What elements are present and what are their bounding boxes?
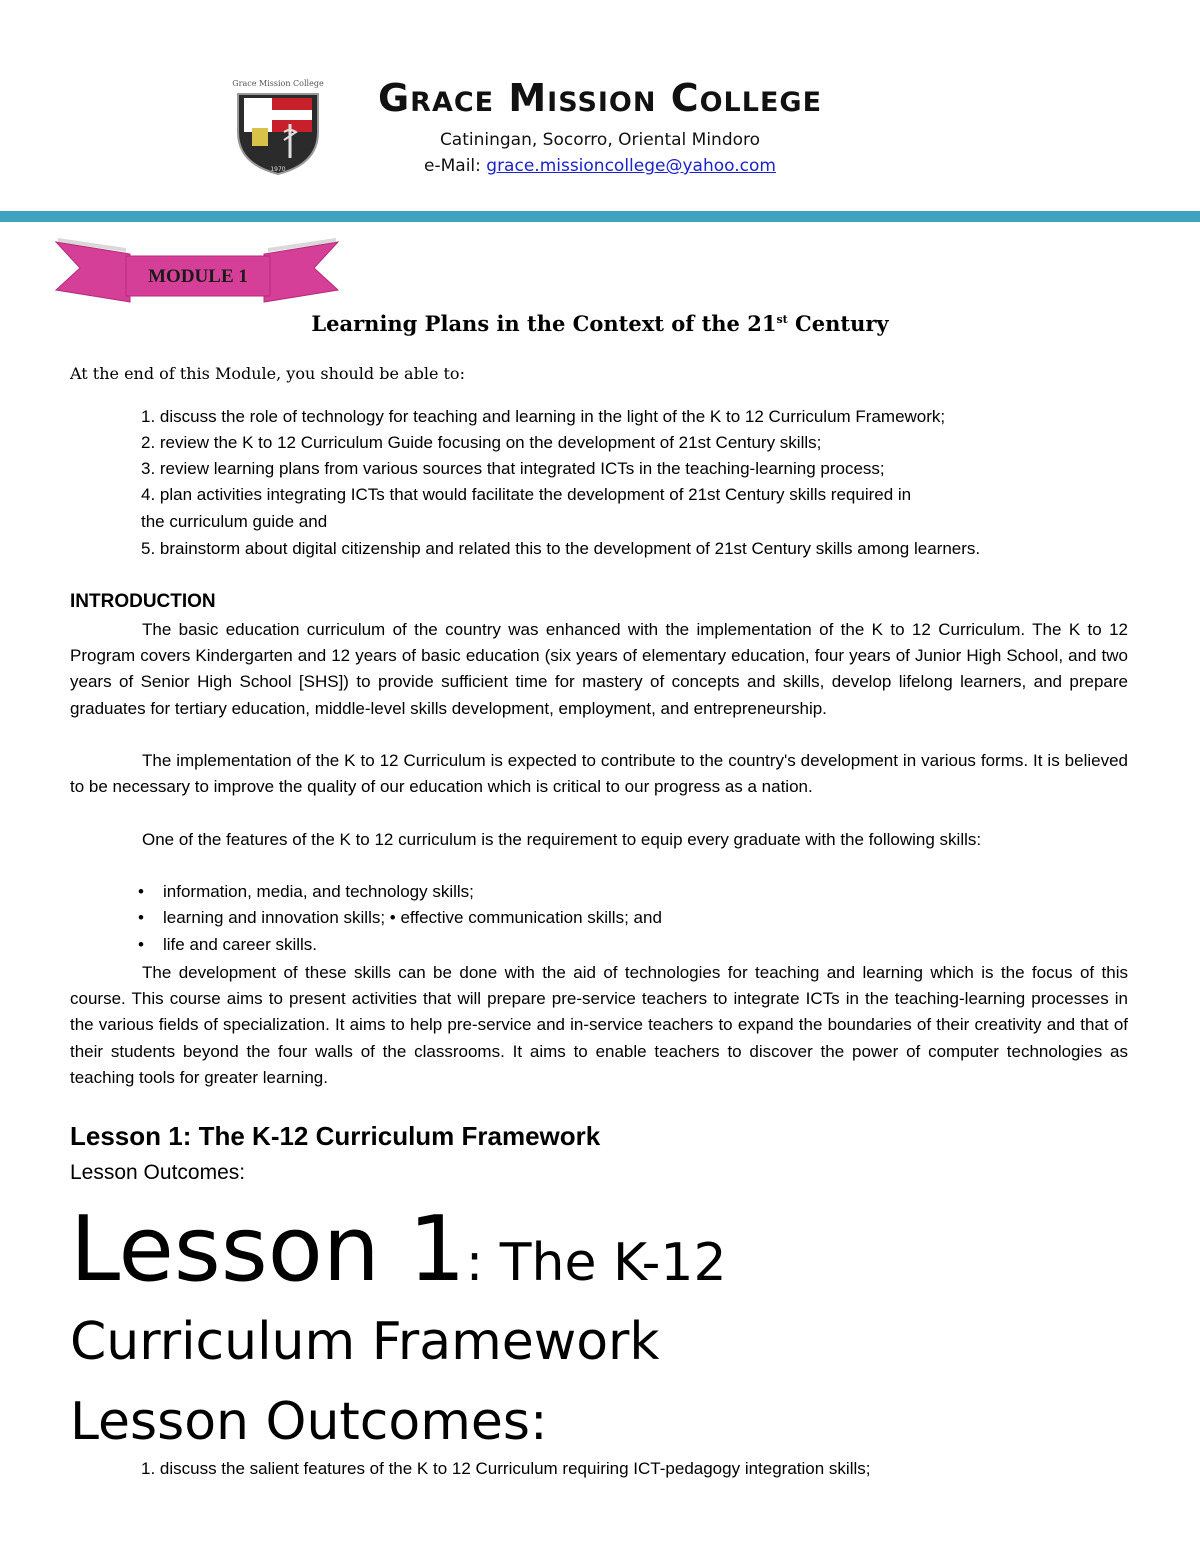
objective-item: 5. brainstorm about digital citizenship and related this to the development of 21st Century skills among learners.	[141, 539, 981, 558]
objective-item: 1. discuss the role of technology for teaching and learning in the light of the K to 12 Curriculum Framework;	[141, 407, 946, 426]
lesson-heading: Lesson 1: The K-12 Curriculum Framework	[70, 1121, 601, 1151]
paragraph-text: The implementation of the K to 12 Curriculum is expected to contribute to the country's development in various forms. It is believed to be necessary to improve the quality of our education which is critical to our progress as a nation.	[70, 751, 1128, 797]
lesson-big-title-line1	[70, 1190, 727, 1323]
paragraph-text: One of the features of the K to 12 curriculum is the requirement to equip every graduate with the following skills:	[142, 830, 982, 849]
intro-paragraph-1	[70, 617, 1128, 722]
skill-bullet: • information, media, and technology skills;	[140, 882, 474, 902]
intro-paragraph-2	[70, 748, 1128, 800]
intro-paragraph-3	[70, 827, 1128, 853]
big-lesson-number: Lesson 1	[70, 1197, 466, 1302]
college-name: Grace Mission College	[377, 76, 823, 120]
email-link[interactable]: grace.missioncollege@yahoo.com	[486, 156, 776, 176]
svg-text:1970: 1970	[270, 166, 286, 173]
college-email-line	[300, 156, 900, 176]
paragraph-text: The development of these skills can be done with the aid of technologies for teaching and learning which is the focus of this course. This course aims to present activities that will prepare pre-service teachers to integrate ICTs in the teaching-learning processes in the various fields of specialization. It aims to help pre-service and in-service teachers to expand the boundaries of their creativity and that of their students beyond the four walls of the classrooms. It aims to enable teachers to discover the power of computer technologies as teaching tools for greater learning.	[70, 963, 1128, 1087]
module-title-end: Century	[787, 311, 889, 336]
lesson-big-outcomes: Lesson Outcomes:	[70, 1392, 548, 1452]
module-label: MODULE 1	[148, 266, 248, 287]
objective-item: 4. plan activities integrating ICTs that would facilitate the development of 21st Century skills required in	[141, 485, 912, 504]
module-intro: At the end of this Module, you should be able to:	[70, 364, 465, 383]
objective-item: 2. review the K to 12 Curriculum Guide focusing on the development of 21st Century skills;	[141, 433, 822, 452]
objective-item-continued: the curriculum guide and	[141, 512, 328, 531]
module-title-main: Learning Plans in the Context of the 21	[311, 311, 777, 336]
skill-bullet: • learning and innovation skills; • effective communication skills; and	[140, 908, 662, 928]
module-title-sup: st	[776, 313, 788, 326]
intro-paragraph-4	[70, 960, 1128, 1091]
introduction-heading: INTRODUCTION	[70, 591, 216, 612]
lesson-big-title-line2: Curriculum Framework	[70, 1312, 660, 1372]
college-address: Catiningan, Socorro, Oriental Mindoro	[439, 130, 761, 150]
big-title-rest: : The K-12	[465, 1233, 727, 1293]
email-label: e-Mail:	[424, 156, 481, 176]
lesson-outcomes-label: Lesson Outcomes:	[70, 1161, 246, 1184]
header-divider	[0, 211, 1200, 222]
paragraph-text: The basic education curriculum of the country was enhanced with the implementation of the K to 12 Curriculum. The K to 12 Program covers Kindergarten and 12 years of basic education (six years of elementary education, four years of Junior High School, and two years of Senior High School [SHS]) to provide sufficient time for mastery of concepts and skills, develop lifelong learners, and prepare graduates for tertiary education, middle-level skills development, employment, and entrepreneurship.	[70, 620, 1128, 718]
logo-text: Grace Mission College	[232, 79, 324, 88]
lesson-outcome-item: 1. discuss the salient features of the K to 12 Curriculum requiring ICT-pedagogy integration skills;	[141, 1459, 871, 1478]
skill-bullet: • life and career skills.	[140, 935, 317, 955]
objective-item: 3. review learning plans from various sources that integrated ICTs in the teaching-learning process;	[141, 459, 885, 478]
module-title	[0, 311, 1200, 336]
